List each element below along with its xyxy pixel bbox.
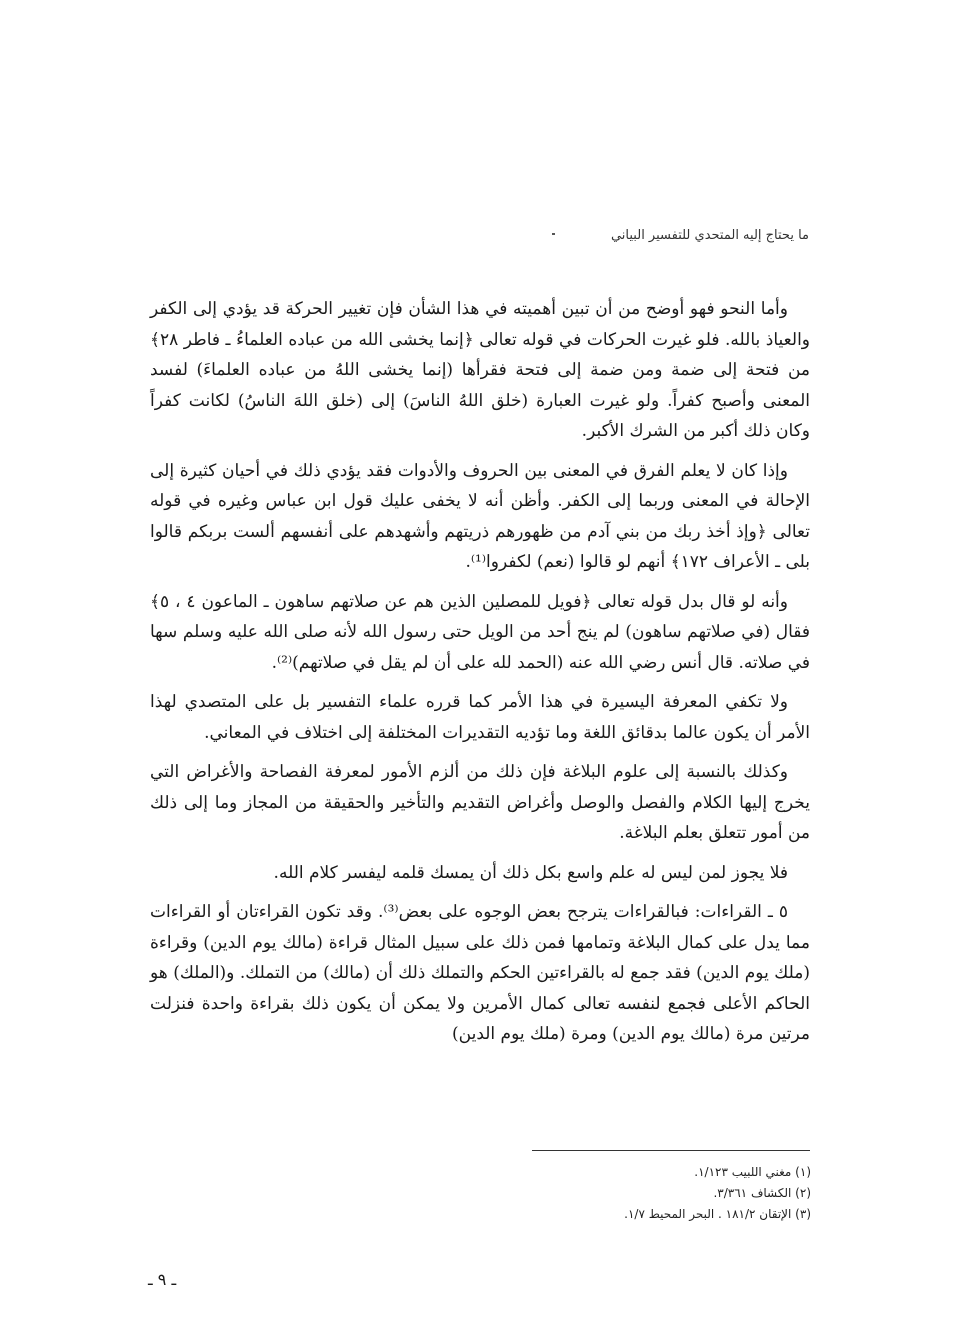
- paragraph-prayer: وأنه لو قال بدل قوله تعالى ﴿فويل للمصلين الذين هم عن صلاتهم ساهون ـ الماعون ٤ ، ٥﴾ فقال (في صلاتهم ساهون) لم ينج أحد من الويل حتى رسول الله لأنه صلى الله عليه وسلم سها في صلاته. قال أنس رضي الله عنه (الحمد لله على أن لم يقل في صلاتهم)⁽²⁾.: [150, 591, 810, 673]
- paragraph-knowledge: ولا تكفي المعرفة اليسيرة في هذا الأمر كما قرره علماء التفسير بل على المتصدي لهذا الأمر أن يكون عالما بدقائق اللغة وما تؤديه التقديرات المختلفة إلى اختلاف في المعاني.: [150, 692, 810, 743]
- footnotes: [411, 1162, 811, 1225]
- footnote-3: (٣) الإتقان ١٨١/٢ . البحر المحيط ١/٧.: [624, 1207, 811, 1221]
- page-number: ـ ٩ ـ: [148, 1270, 177, 1289]
- header-mark: [552, 233, 555, 235]
- running-header: ما يحتاج إليه المتحدي للتفسير البياني: [610, 228, 809, 243]
- paragraph-grammar: وأما النحو فهو أوضح من أن تبين أهميته في هذا الشأن فإن تغيير الحركة قد يؤدي إلى الكفر والعياذ بالله. فلو غيرت الحركات في قوله تعالى ﴿إنما يخشى الله من عباده العلماءُ ـ فاطر ٢٨﴾ من فتحة إلى ضمة ومن ضمة إلى فتحة فقرأها (إنما يخشى اللهُ من عباده العلماءَ) لفسد المعنى وأصبح كفراً. ولو غيرت العبارة (خلق اللهُ الناسَ) إلى (خلق اللهَ الناسُ) لكانت كفراً وكان ذلك أكبر من الشرك الأكبر.: [150, 299, 810, 441]
- paragraph-particles: وإذا كان لا يعلم الفرق في المعنى بين الحروف والأدوات فقد يؤدي ذلك في أحيان كثيرة إلى الإحالة في المعنى وربما إلى الكفر. وأظن أنه لا يخفى عليك قول ابن عباس وغيره في قوله تعالى ﴿وإذ أخذ ربك من بني آدم من ظهورهم ذريتهم وأشهدهم على أنفسهم ألست بربكم قالوا بلى ـ الأعراف ١٧٢﴾ أنهم لو قالوا (نعم) لكفروا⁽¹⁾.: [150, 460, 810, 572]
- paragraph-readings: ٥ ـ القراءات: فبالقراءات يترجح بعض الوجوه على بعض⁽³⁾. وقد تكون القراءتان أو القراءات مما يدل على كمال البلاغة وتمامها فمن ذلك على سبيل المثال قراءة (مالك يوم الدين) وقراءة (ملك يوم الدين) فقد جمع له بالقراءتين الحكم والتملك ذلك أن (مالك) من التملك. و(الملك) هو الحاكم الأعلى فجمع لنفسه تعالى كمال الأمرين ولا يمكن أن يكون ذلك بقراءة واحدة فنزلت مرتين مرة (مالك يوم الدين) ومرة (ملك يوم الدين): [150, 902, 810, 1044]
- paragraph-warning: فلا يجوز لمن ليس له علم واسع بكل ذلك أن يمسك قلمه ليفسر كلام الله.: [273, 862, 788, 883]
- footnote-1: (١) مغني اللبيب ١/١٢٣.: [694, 1165, 811, 1179]
- footnote-separator: [532, 1150, 810, 1151]
- paragraph-rhetoric: وكذلك بالنسبة إلى علوم البلاغة فإن ذلك من ألزم الأمور لمعرفة الفصاحة والأغراض التي يخرج إليها الكلام والفصل والوصل وأغراض التقديم والتأخير والحقيقة من المجاز وما إلى ذلك من أمور تتعلق بعلم البلاغة.: [150, 762, 810, 843]
- footnote-2: (٢) الكشاف ٣/٣٦١.: [713, 1186, 811, 1200]
- body-text: [150, 294, 810, 1059]
